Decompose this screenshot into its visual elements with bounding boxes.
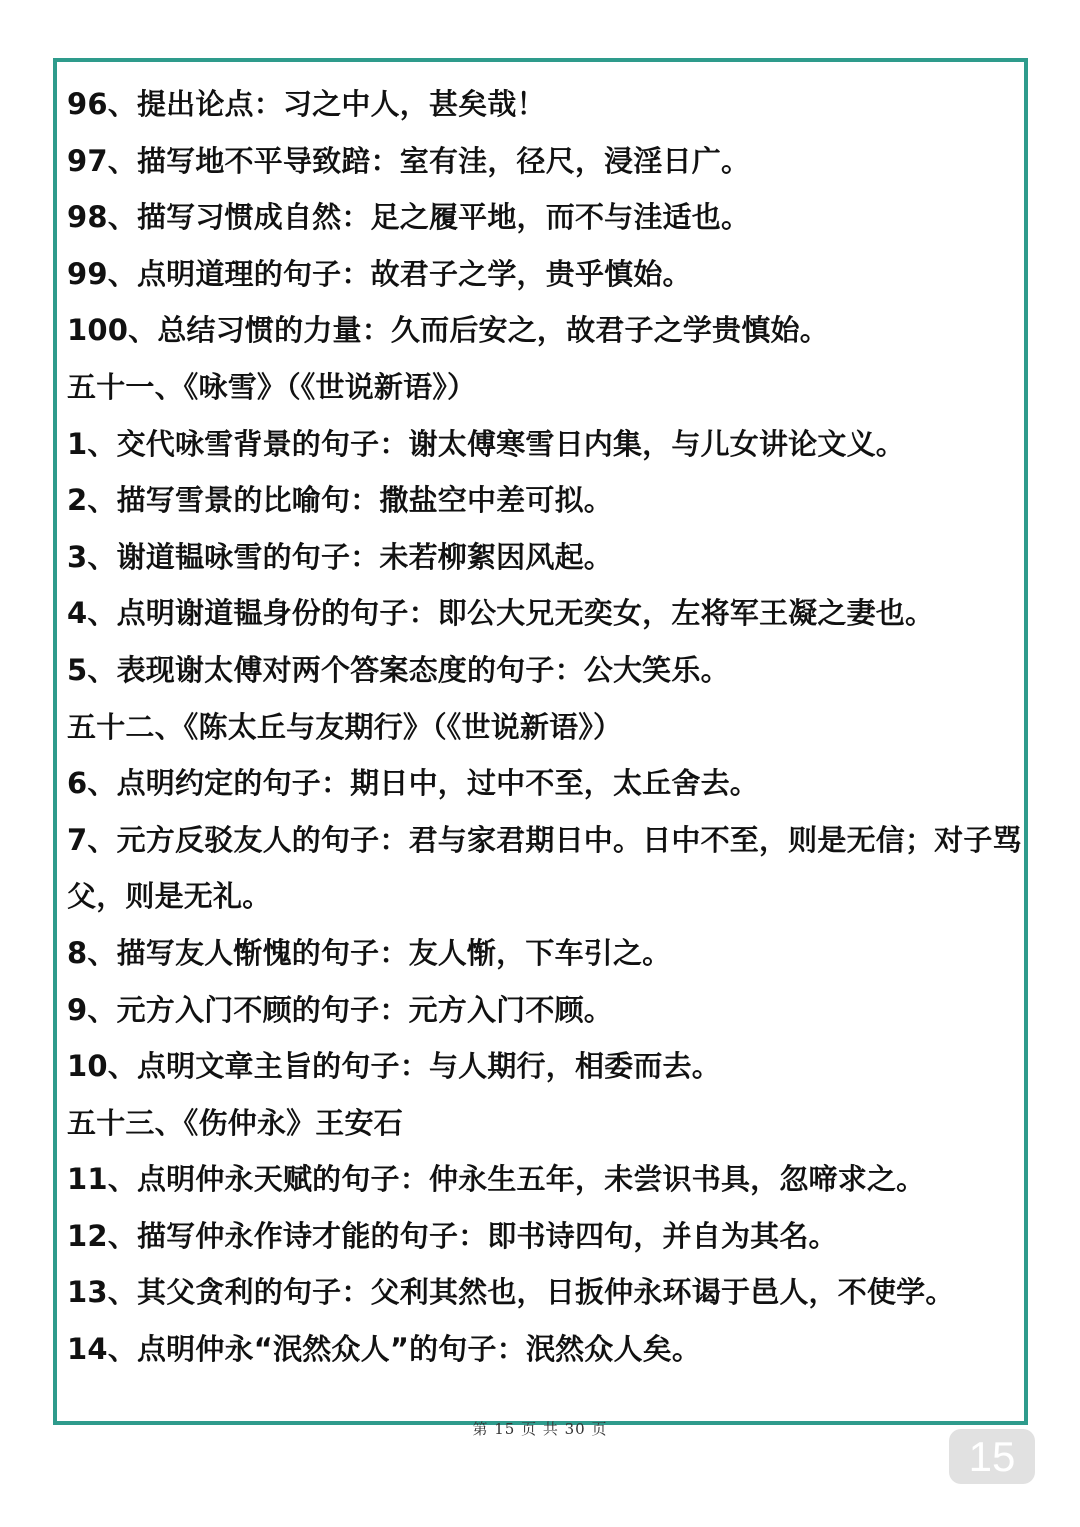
page-frame — [53, 58, 1028, 1425]
text-line-97: 97、描写地不平导致踣：室有洼，径尺，浸淫日广。 — [67, 143, 751, 178]
document-body — [67, 76, 1022, 1378]
text-line-96: 96、提出论点：习之中人，甚矣哉！ — [67, 87, 546, 121]
text-line-11: 11、点明仲永天赋的句子：仲永生五年，未尝识书具，忽啼求之。 — [67, 1162, 926, 1197]
text-line-3: 3、谢道韫咏雪的句子：未若柳絮因风起。 — [67, 539, 613, 574]
text-line-10: 10、点明文章主旨的句子：与人期行，相委而去。 — [67, 1049, 721, 1084]
text-line-4: 4、点明谢道韫身份的句子：即公大兄无奕女，左将军王凝之妻也。 — [67, 596, 935, 631]
text-line-98: 98、描写习惯成自然：足之履平地，而不与洼适也。 — [67, 200, 751, 235]
text-line-1: 1、交代咏雪背景的句子：谢太傅寒雪日内集，与儿女讲论文义。 — [67, 426, 905, 461]
text-line-12: 12、描写仲永作诗才能的句子：即书诗四句，并自为其名。 — [67, 1218, 838, 1253]
text-line-2: 2、描写雪景的比喻句：撒盐空中差可拟。 — [67, 483, 613, 518]
text-line-100: 100、总结习惯的力量：久而后安之，故君子之学贵慎始。 — [67, 313, 829, 348]
section-heading-53: 五十三、《伤仲永》王安石 — [67, 1105, 403, 1140]
section-heading-52: 五十二、《陈太丘与友期行》（《世说新语》） — [67, 709, 623, 744]
text-line-7: 7、元方反驳友人的句子：君与家君期日中。日中不至，则是无信；对子骂 — [67, 822, 1022, 857]
section-heading-51: 五十一、《咏雪》（《世说新语》） — [67, 369, 477, 404]
text-line-14: 14、点明仲永“泯然众人”的句子：泯然众人矣。 — [67, 1332, 702, 1367]
text-line-9: 9、元方入门不顾的句子：元方入门不顾。 — [67, 992, 613, 1027]
text-line-5: 5、表现谢太傅对两个答案态度的句子：公大笑乐。 — [67, 652, 730, 687]
text-line-13: 13、其父贪利的句子：父利其然也，日扳仲永环谒于邑人，不使学。 — [67, 1275, 955, 1310]
page-number-badge: 15 — [949, 1429, 1035, 1484]
text-line-7-continued: 父，则是无礼。 — [67, 879, 272, 914]
page-footer: 第 15 页 共 30 页 — [472, 1420, 608, 1438]
text-line-8: 8、描写友人惭愧的句子：友人惭，下车引之。 — [67, 935, 672, 970]
text-line-6: 6、点明约定的句子：期日中，过中不至，太丘舍去。 — [67, 766, 759, 801]
text-line-99: 99、点明道理的句子：故君子之学，贵乎慎始。 — [67, 256, 692, 291]
